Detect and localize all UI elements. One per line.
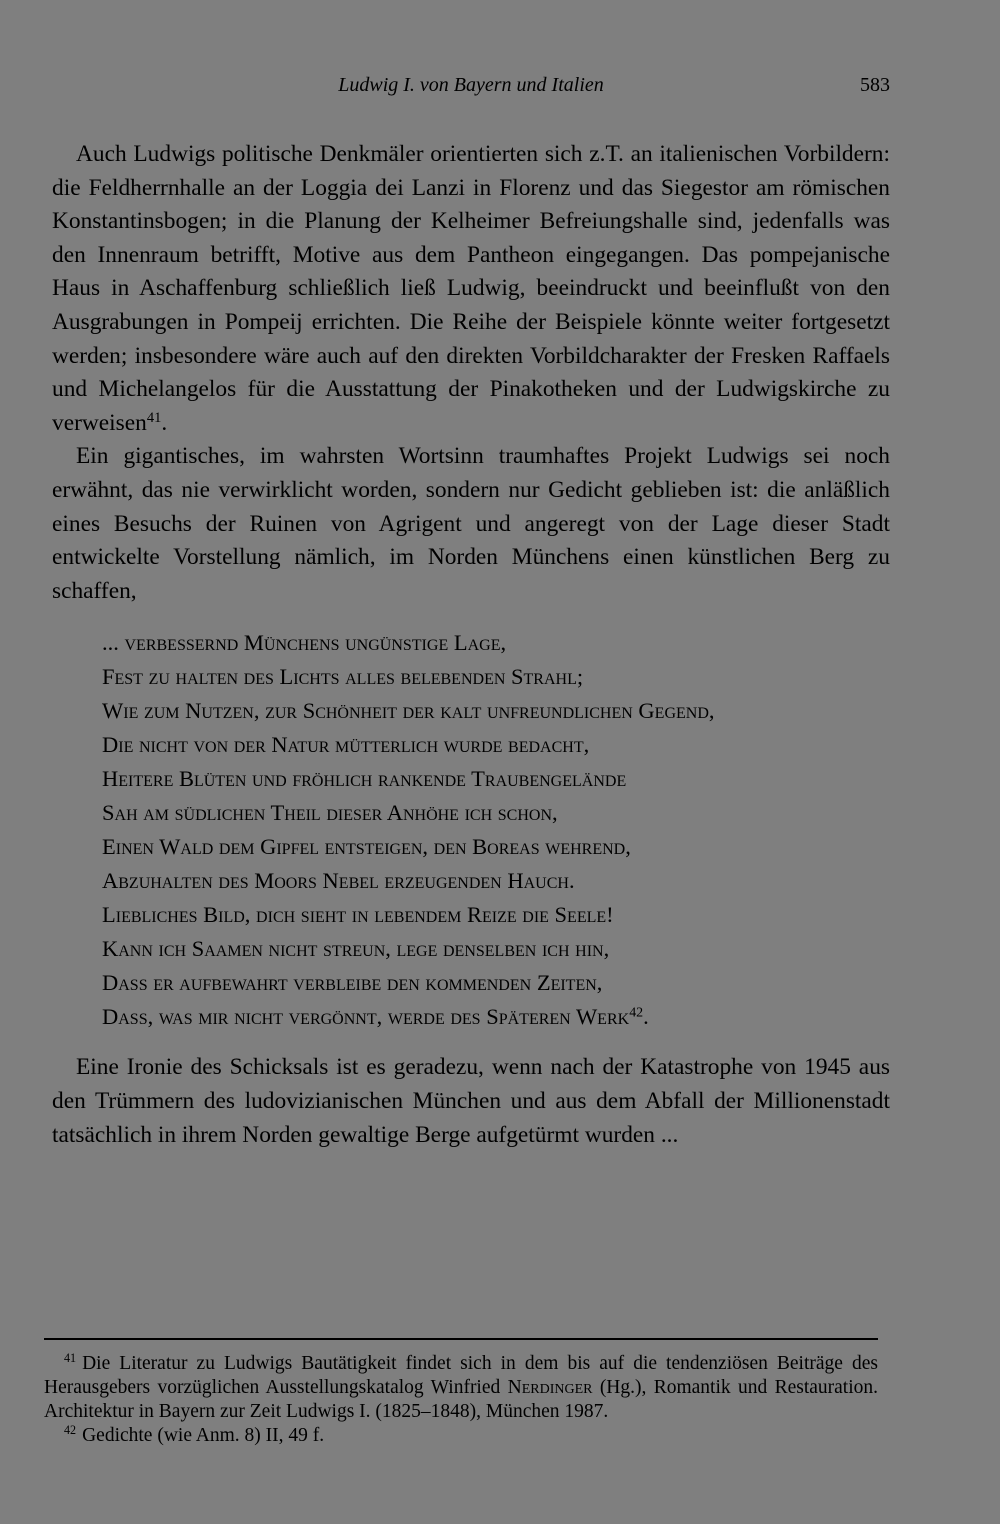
verse-line [102,1000,890,1034]
verse-line [102,762,890,796]
footnote-text: (Hg.), Romantik und Restauration. Architektur in Bayern zur Zeit Ludwigs I. (1825–1848), München 1987. [44,1377,878,1422]
verse-line [102,728,890,762]
paragraph-2: Ein gigantisches, im wahrsten Wortsinn traumhaftes Projekt Ludwigs sei noch erwähnt, das nie verwirklicht worden, sondern nur Gedicht geblieben ist: die anläßlich eines Besuchs der Ruinen von Agrigent und angeregt von der Lage dieser Stadt entwickelte Vorstellung nämlich, im Norden Münchens einen künstlichen Berg zu schaffen, [52,443,890,604]
verse-line-text: Liebliches Bild, dich sieht in lebendem Reize die Seele! [102,902,614,928]
verse-line-text: Dass er aufbewahrt verbleibe den kommenden Zeiten, [102,970,603,996]
page-number: 583 [860,74,890,96]
verse-line [102,898,890,932]
footnote-ref-42[interactable]: 42 [629,1005,644,1021]
verse-line-text: Fest zu halten des Lichts alles belebenden Strahl; [102,664,584,690]
verse-line-text: Abzuhalten des Moors Nebel erzeugenden Hauch. [102,868,575,894]
footnote-ref-41[interactable]: 41 [146,409,162,426]
verse-line [102,864,890,898]
verse-line [102,660,890,694]
paragraph-3: Eine Ironie des Schicksals ist es geradezu, wenn nach der Katastrophe von 1945 aus den Trümmern des ludovizianischen München und aus dem Abfall der Millionenstadt tatsächlich in ihrem Norden gewaltige Berge aufgetürmt wurden ... [52,1054,890,1148]
verse-line-text: Heitere Blüten und fröhlich rankende Traubengelände [102,766,627,792]
verse-end: . [643,1004,649,1030]
running-title: Ludwig I. von Bayern und Italien [338,74,604,96]
paragraph-1-end: . [161,409,168,436]
running-head [52,74,890,104]
footnote-author: Nerdinger [507,1377,593,1398]
verse-line-text: Die nicht von der Natur mütterlich wurde bedacht, [102,732,590,758]
footnote-number: 41 [64,1350,77,1365]
verse-line [102,694,890,728]
body-text [52,138,890,1152]
verse-line-text: Dass, was mir nicht vergönnt, werde des Späteren Werk [102,1004,630,1030]
footnotes [44,1352,878,1448]
verse-line [102,626,890,660]
footnote-number: 42 [64,1422,77,1437]
verse-line-text: Wie zum Nutzen, zur Schönheit der kalt unfreundlichen Gegend, [102,698,715,724]
verse-line [102,830,890,864]
verse-line-text: Einen Wald dem Gipfel entsteigen, den Boreas wehrend, [102,834,631,860]
verse-line [102,796,890,830]
footnote-41 [44,1352,878,1424]
verse-line [102,966,890,1000]
paragraph-1-text: Auch Ludwigs politische Denkmäler orientierten sich z.T. an italienischen Vorbildern: die Feldherrnhalle an der Loggia dei Lanzi in Florenz und das Siegestor am römischen Konstantinsbogen; in die Planung der Kelheimer Befreiungshalle sind, jedenfalls was den Innenraum betrifft, Motive aus dem Pantheon eingegangen. Das pompejanische Haus in Aschaffenburg schließlich ließ Ludwig, beeindruckt und beeinflußt von den Ausgrabungen in Pompeij errichten. Die Reihe der Beispiele könnte weiter fortgesetzt werden; insbesondere wäre auch auf den direkten Vorbildcharakter der Fresken Raffaels und Michelangelos für die Ausstattung der Pinakotheken und der Ludwigskirche zu verweisen [52,141,890,436]
footnote-text: Die Literatur zu Ludwigs Bautätigkeit findet sich in dem bis auf die tendenziösen Beiträge des Herausgebers vorzüglichen Ausstellungskatalog Winfried [44,1353,878,1398]
verse-line-text: ... verbessernd Münchens ungünstige Lage, [102,630,507,656]
verse-quotation [102,626,890,1034]
footnote-text: Gedichte (wie Anm. 8) II, 49 f. [82,1425,325,1446]
verse-line-text: Kann ich Saamen nicht streun, lege denselben ich hin, [102,936,610,962]
verse-line [102,932,890,966]
paragraph-1 [52,138,890,440]
footnote-rule [44,1338,878,1340]
footnote-42 [44,1424,878,1448]
verse-line-text: Sah am südlichen Theil dieser Anhöhe ich schon, [102,800,558,826]
